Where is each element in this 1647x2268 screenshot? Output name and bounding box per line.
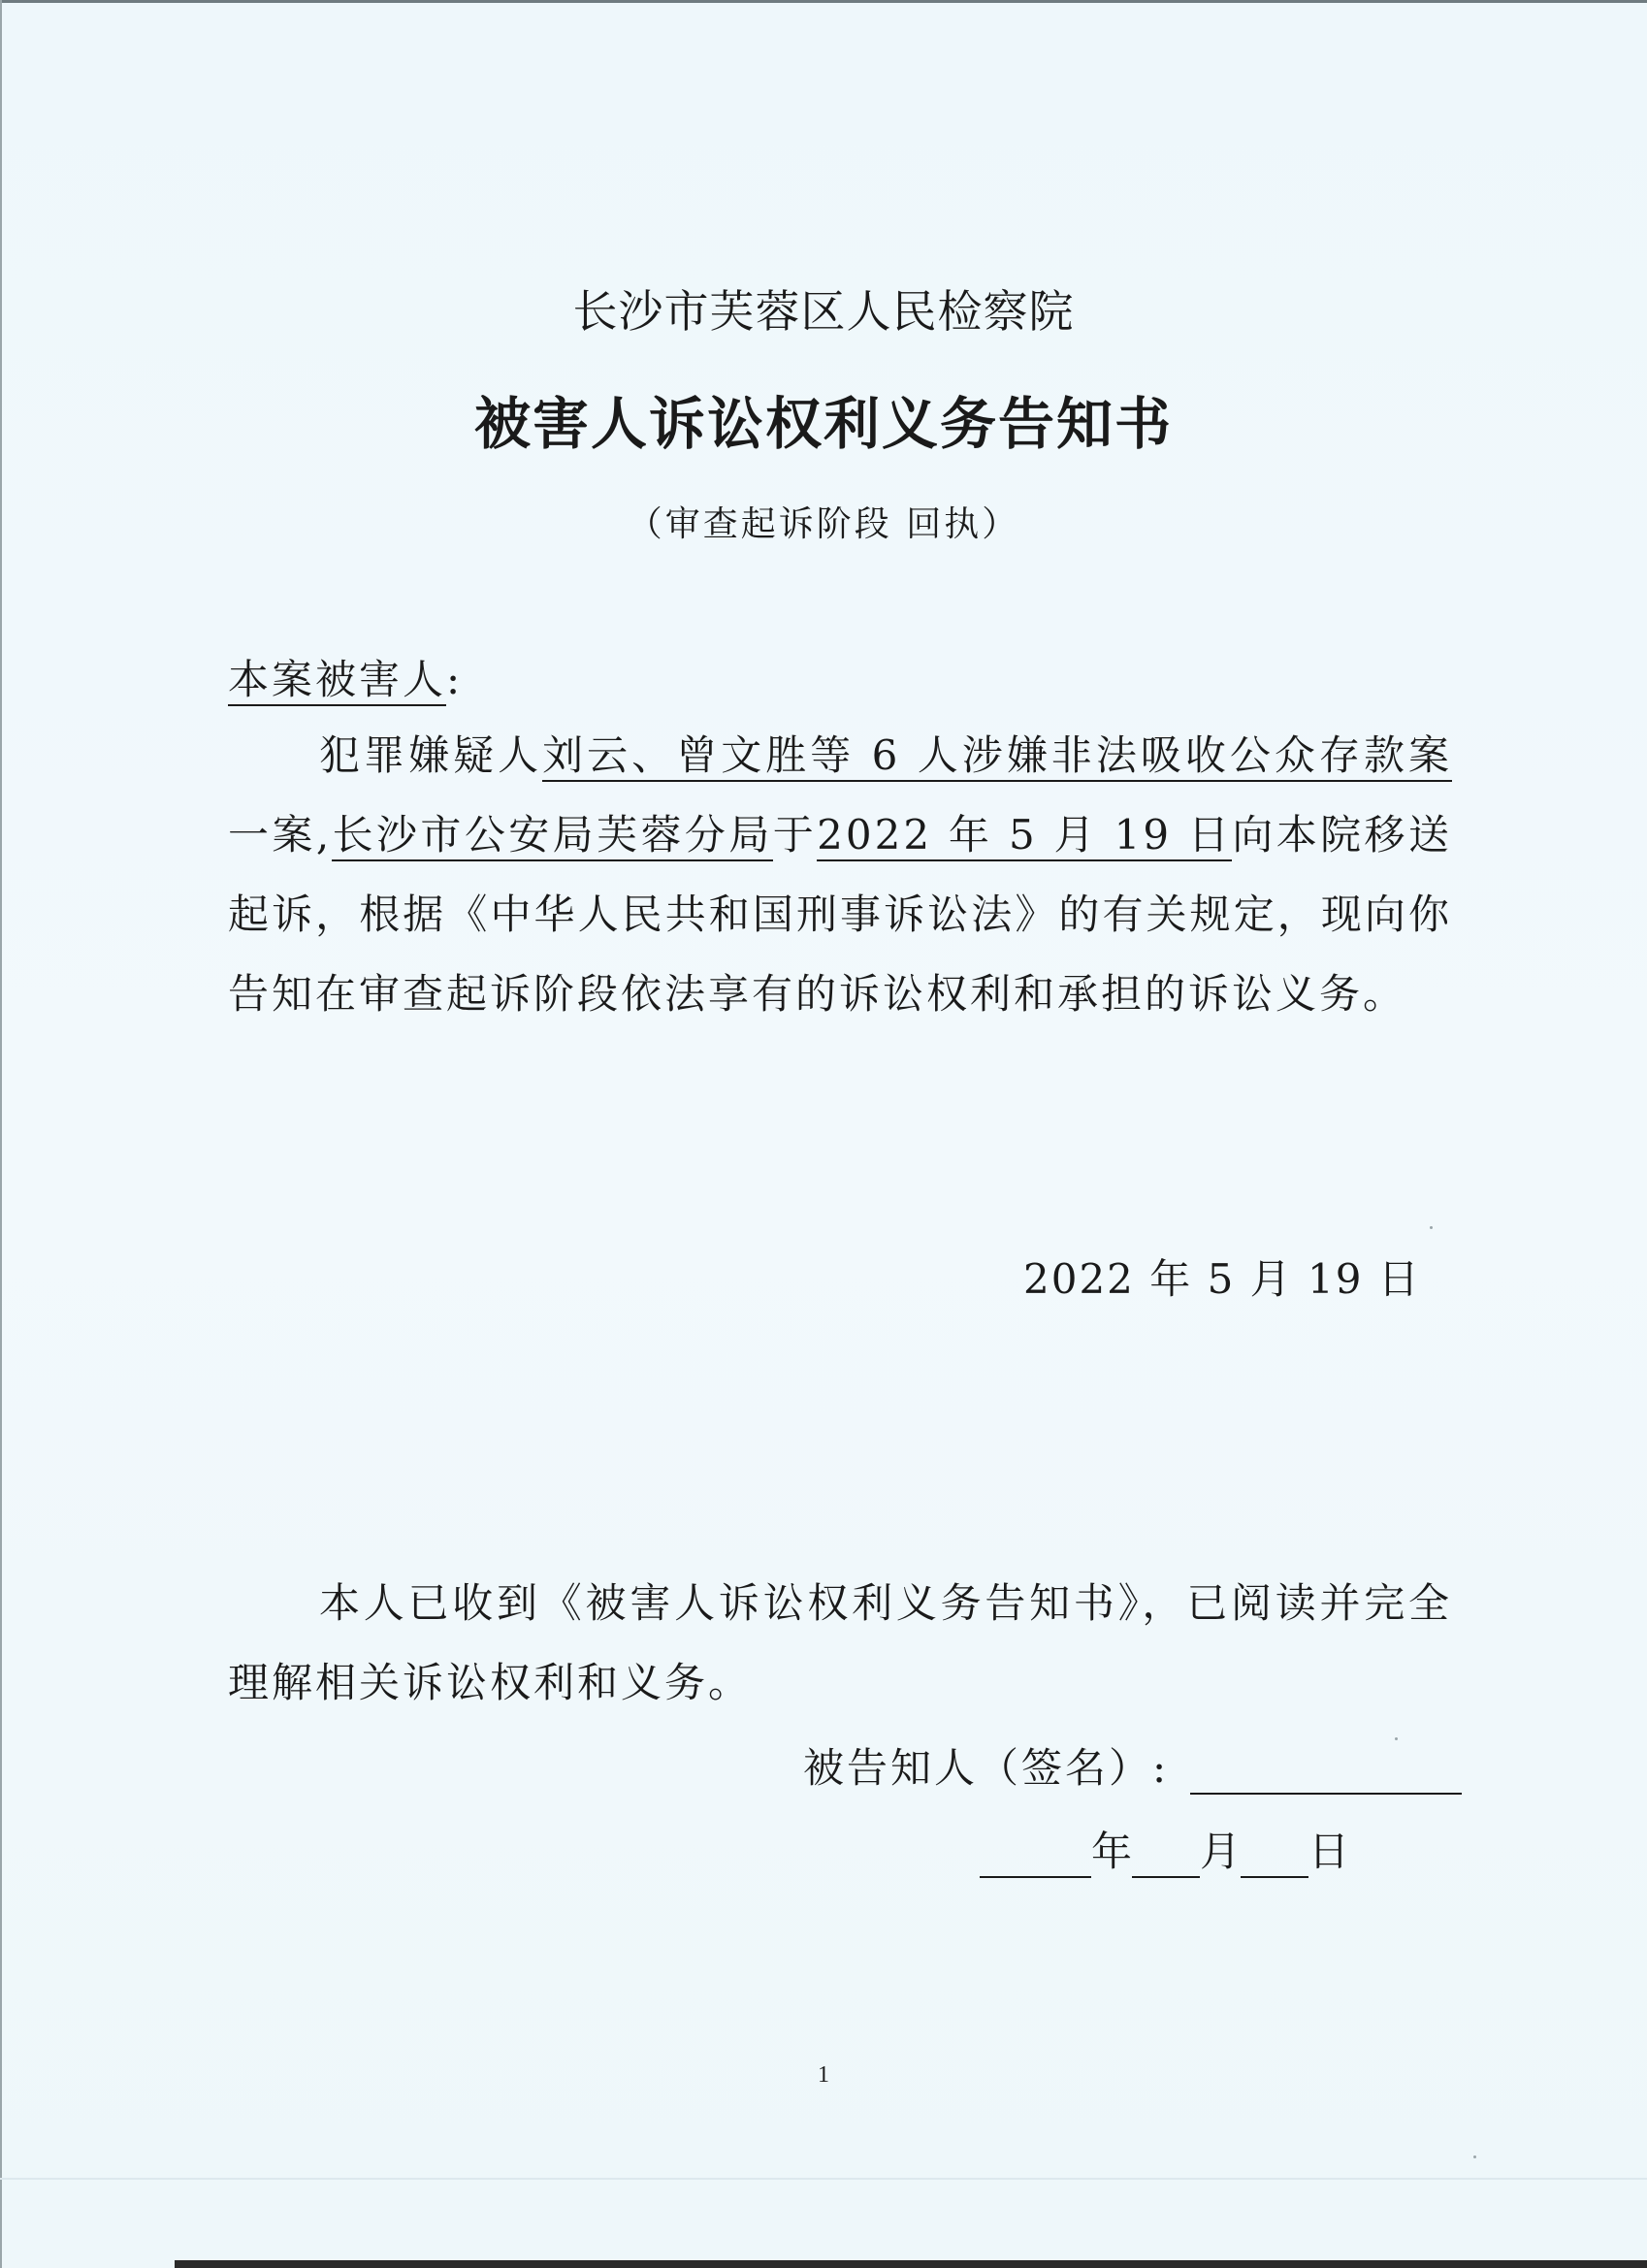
para-text-3: 于 [772, 811, 818, 859]
scan-artifact-line [0, 2178, 1647, 2180]
sign-year-field[interactable] [980, 1837, 1091, 1878]
sign-day-field[interactable] [1241, 1837, 1308, 1878]
notice-paragraph [228, 716, 1452, 1034]
case-name: 刘云、曾文胜等 6 人涉嫌非法吸收公众存款案 [542, 731, 1452, 782]
scan-speck [1430, 1226, 1433, 1229]
document-title: 被害人诉讼权利义务告知书 [473, 391, 1173, 457]
signer-label: 被告知人（签名）: [803, 1744, 1170, 1792]
para-text-4: 向本院移送起诉，根据《中华人民共和国刑事诉讼法》的有关规定，现向你告知在审查起诉阶段依法享有的诉讼权利和承担的诉讼义务。 [228, 811, 1452, 1018]
addressee-colon: : [446, 656, 464, 703]
month-label: 月 [1200, 1828, 1242, 1875]
scan-edge-bottom [175, 2260, 1647, 2268]
transferring-agency: 长沙市公安局芙蓉分局 [332, 811, 773, 861]
page-number: 1 [818, 2062, 829, 2088]
day-label: 日 [1308, 1828, 1350, 1875]
notice-date: 2022 年 5 月 19 日 [1023, 1255, 1421, 1303]
addressee-line [228, 648, 463, 706]
signature-line [803, 1736, 1462, 1795]
signature-field[interactable] [1190, 1754, 1462, 1795]
document-subtitle: （审查起诉阶段 回执） [627, 504, 1020, 544]
organization-name: 长沙市芙蓉区人民检察院 [572, 285, 1075, 338]
scan-speck [1473, 2155, 1476, 2158]
receipt-paragraph: 本人已收到《被害人诉讼权利义务告知书》，已阅读并完全理解相关诉讼权利和义务。 [228, 1579, 1452, 1706]
transfer-date: 2022 年 5 月 19 日 [817, 811, 1232, 861]
para-text-1: 犯罪嫌疑人 [319, 731, 543, 779]
sign-date-line [980, 1820, 1349, 1878]
sign-month-field[interactable] [1132, 1837, 1200, 1878]
addressee: 本案被害人 [228, 656, 446, 706]
para-text-2: 一案, [228, 811, 333, 859]
year-label: 年 [1091, 1828, 1133, 1875]
scan-edge-top [0, 0, 1647, 3]
scan-speck [1395, 1737, 1398, 1740]
